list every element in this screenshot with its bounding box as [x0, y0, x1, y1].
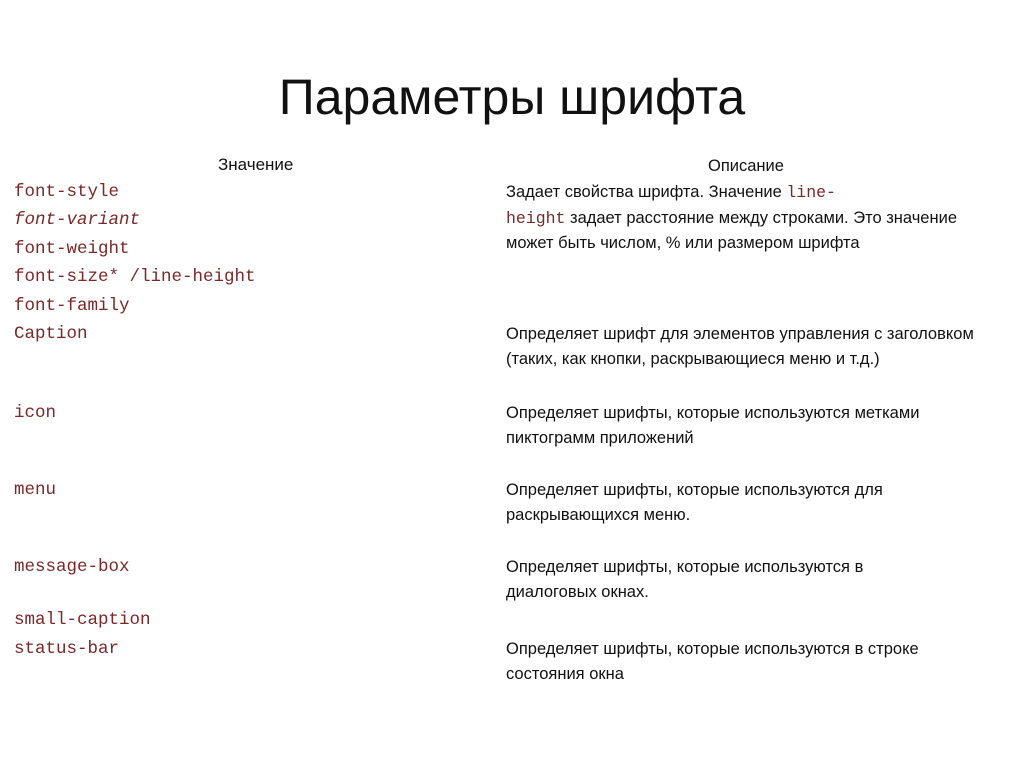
value-caption: Caption: [14, 324, 88, 344]
value-message-box: message-box: [14, 557, 130, 577]
value-font-family: font-family: [14, 296, 130, 316]
slide-title: Параметры шрифта: [278, 69, 746, 125]
value-font-style: font-style: [14, 182, 120, 202]
column-header-value: Значение: [218, 155, 294, 174]
description-font-part2: задает расстояние между строками. Это значение может быть числом, % или размером шрифта: [506, 208, 957, 252]
value-small-caption: small-caption: [14, 610, 151, 630]
description-status-bar: Определяет шрифты, которые используются в строке состояния окна: [506, 640, 919, 683]
description-font-mono-line: line-: [786, 183, 836, 202]
column-header-description: Описание: [708, 157, 784, 175]
description-menu: Определяет шрифты, которые используются для раскрывающихся меню.: [506, 481, 883, 524]
description-message-box: Определяет шрифты, которые используются в диалоговых окнах.: [506, 558, 864, 601]
description-font-part1: Задает свойства шрифта. Значение: [506, 183, 787, 201]
value-font-variant: font-variant: [14, 210, 141, 230]
description-font-mono-height: height: [506, 208, 566, 228]
value-menu: menu: [14, 480, 57, 500]
value-font-size-line-height: font-size* /line-height: [14, 267, 256, 287]
description-caption: Определяет шрифт для элементов управления с заголовком (таких, как кнопки, раскрывающиеся меню и т.д.): [506, 325, 974, 368]
value-font-weight: font-weight: [14, 239, 130, 259]
value-icon: icon: [14, 403, 57, 423]
description-icon: Определяет шрифты, которые используются метками пиктограмм приложений: [506, 404, 920, 447]
value-status-bar: status-bar: [14, 639, 120, 659]
description-font: [506, 180, 976, 256]
